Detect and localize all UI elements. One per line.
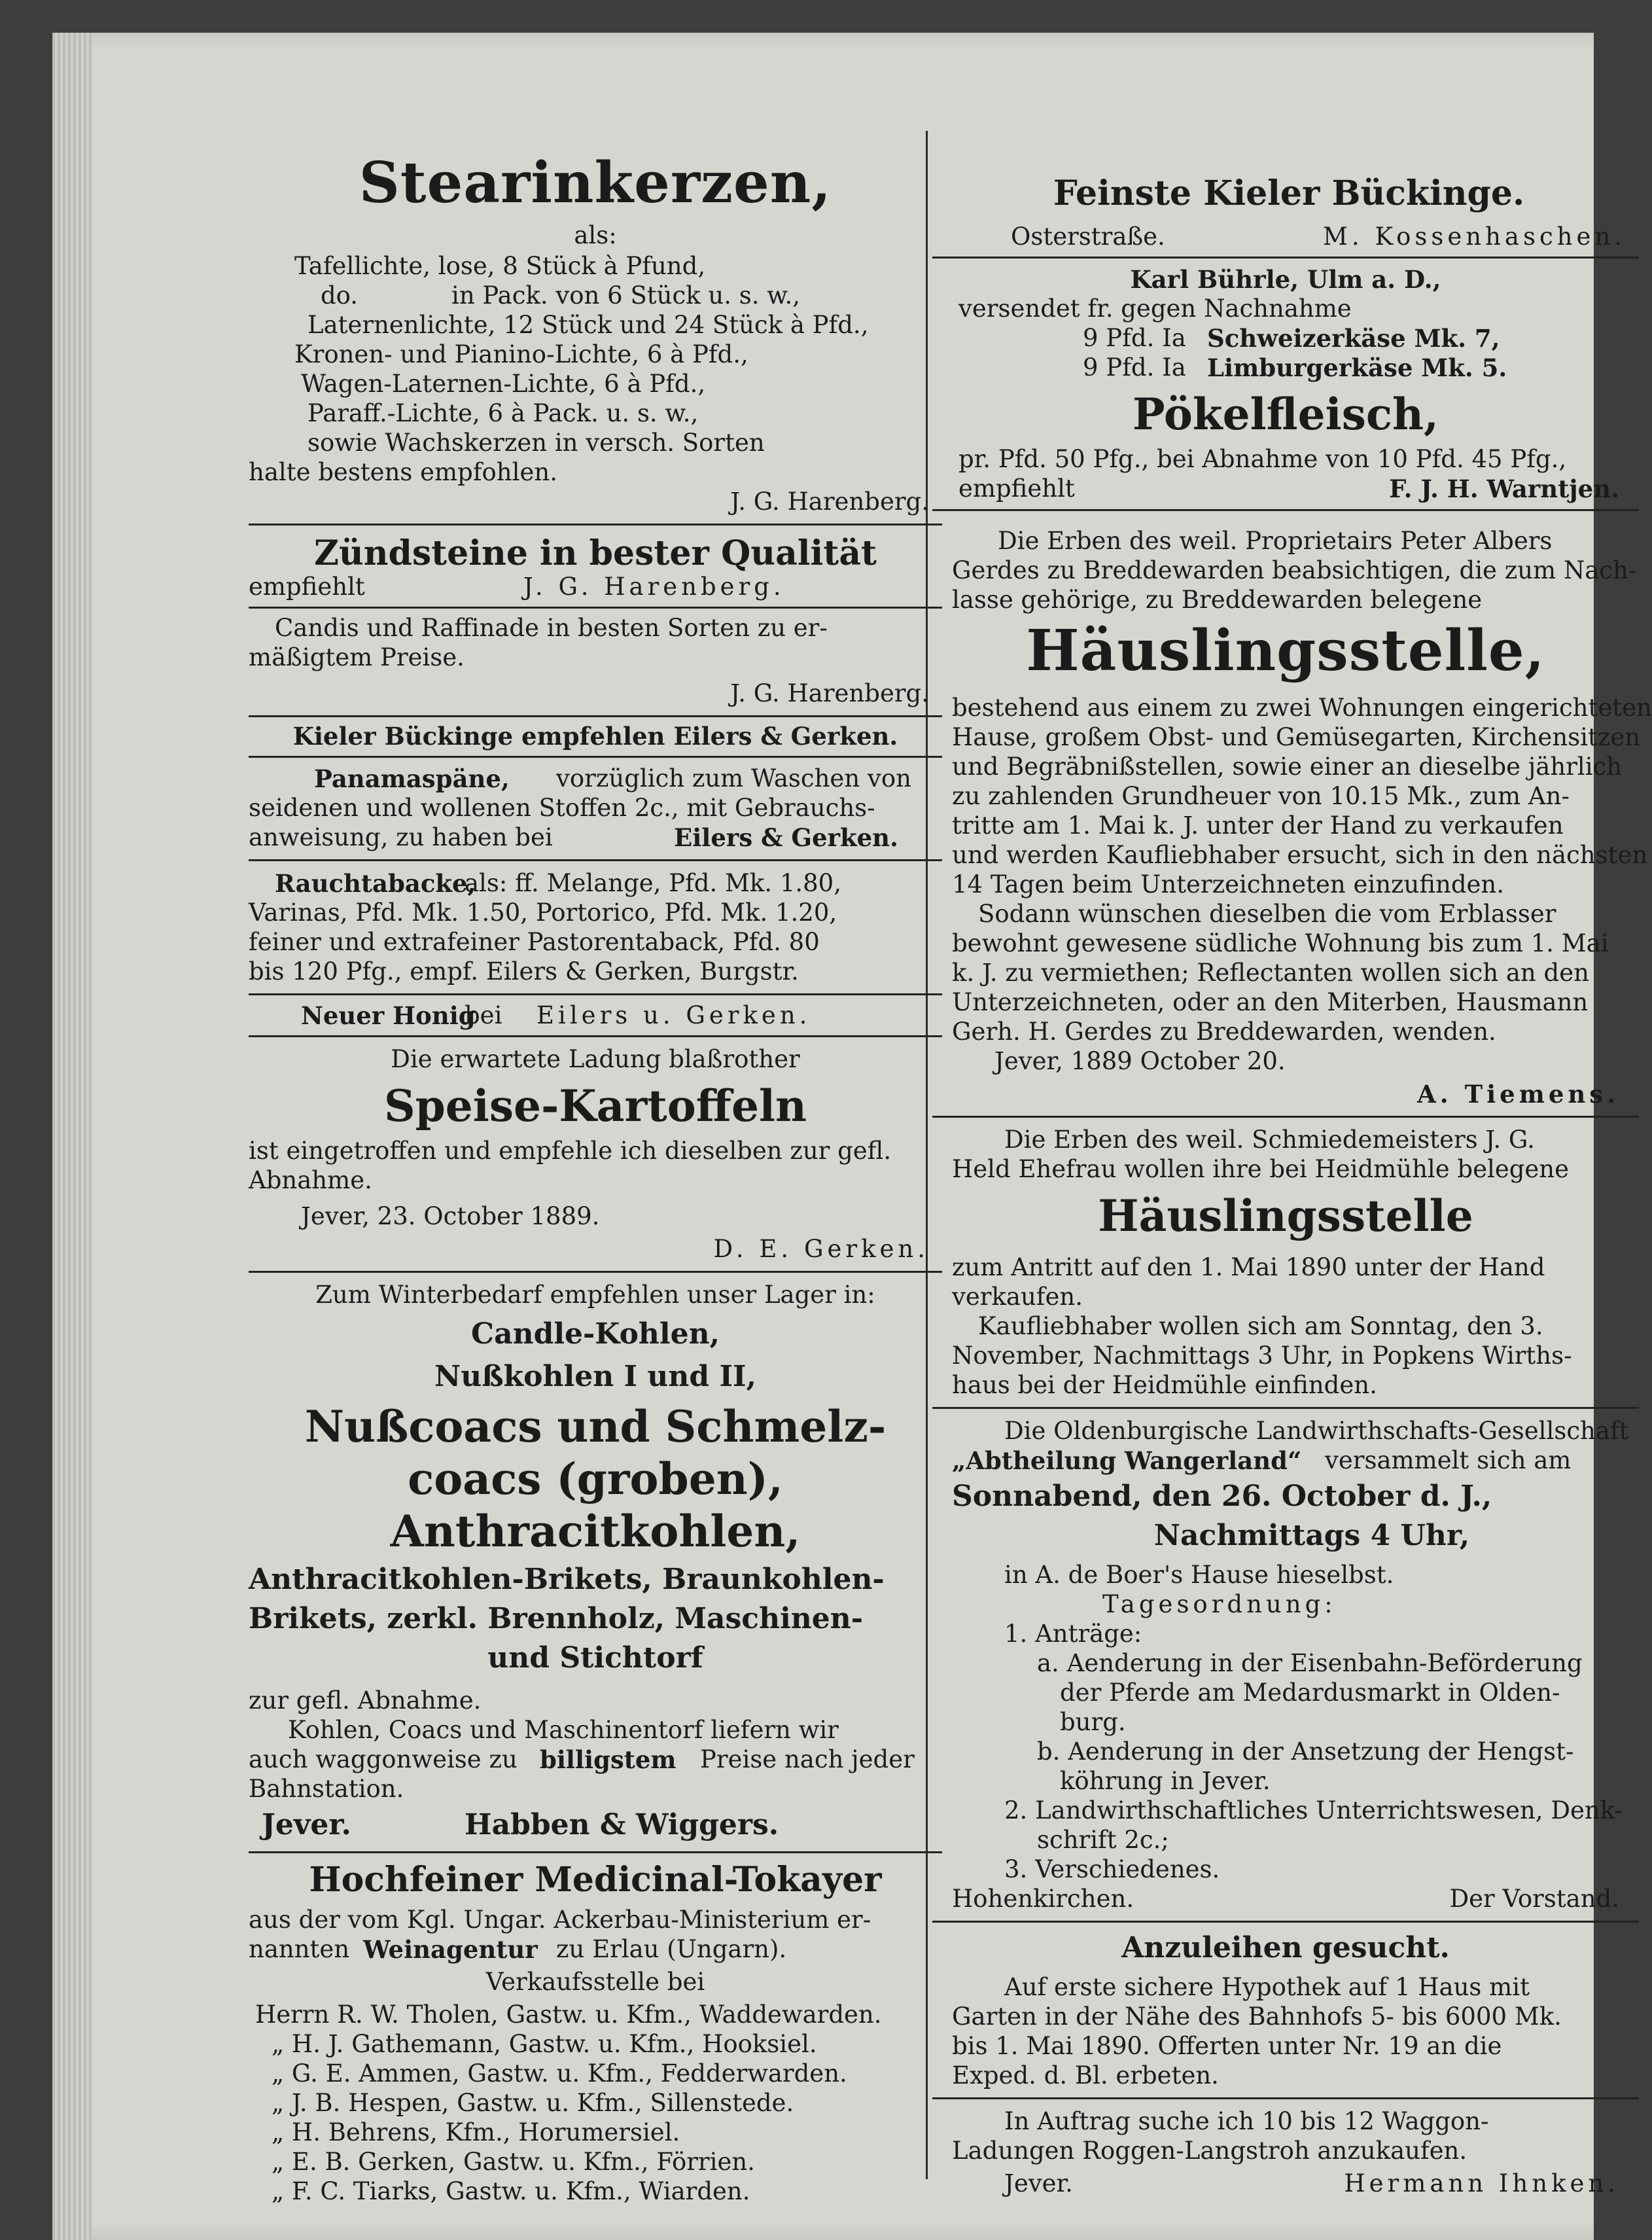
ad-text: „Abtheilung Wangerland“: [952, 1446, 1302, 1475]
list-item: „ G. E. Ammen, Gastw. u. Kfm., Fedderwarden.: [272, 2059, 847, 2088]
separator: [249, 859, 942, 861]
ad-text: burg.: [1060, 1708, 1126, 1736]
ad-text: b. Aenderung in der Ansetzung der Hengst-: [1037, 1737, 1574, 1766]
ad-title: Häuslingsstelle,: [1026, 618, 1545, 684]
ad-text: versammelt sich am: [1325, 1446, 1572, 1474]
ad-text: bestehend aus einem zu zwei Wohnungen eingerichteten: [952, 694, 1652, 722]
ad-signature: D. E. Gerken.: [713, 1235, 929, 1263]
ad-text: Kohlen, Coacs und Maschinentorf liefern wir: [288, 1716, 839, 1744]
ad-text: Exped. d. Bl. erbeten.: [952, 2061, 1219, 2089]
ad-text: halte bestens empfohlen.: [249, 458, 557, 486]
ad-title: Sonnabend, den 26. October d. J.,: [952, 1480, 1492, 1513]
ad-signature: Habben & Wiggers.: [465, 1808, 779, 1841]
ad-text: Gerdes zu Breddewarden beabsichtigen, die zum Nach-: [952, 556, 1637, 584]
ad-text: versendet fr. gegen Nachnahme: [958, 294, 1352, 323]
ad-text: billigstem: [540, 1745, 677, 1774]
ad-title: Stearinkerzen,: [359, 150, 832, 216]
ad-text: der Pferde am Medardusmarkt in Olden-: [1060, 1679, 1560, 1707]
ad-text: Laternenlichte, 12 Stück und 24 Stück à Pfd.,: [308, 311, 869, 339]
ad-text: 9 Pfd. Ia: [1083, 324, 1186, 352]
ad-text: Garten in der Nähe des Bahnhofs 5- bis 6000 Mk.: [952, 2002, 1562, 2031]
ad-text: Zum Winterbedarf empfehlen unser Lager in:: [315, 1281, 875, 1309]
ad-text: empfiehlt: [958, 474, 1075, 503]
ad-text: Die erwartete Ladung blaßrother: [391, 1045, 800, 1073]
ad-text: Paraff.-Lichte, 6 à Pack. u. s. w.,: [308, 399, 699, 427]
ad-title: Pökelfleisch,: [1132, 389, 1439, 440]
ad-text: in Pack. von 6 Stück u. s. w.,: [451, 281, 801, 310]
ad-text: Preise nach jeder: [700, 1745, 915, 1773]
ad-title: Feinste Kieler Bückinge.: [1053, 173, 1525, 213]
ad-title: Nußcoacs und Schmelz-: [304, 1401, 887, 1452]
ad-text: Gerh. H. Gerdes zu Breddewarden, wenden.: [952, 1018, 1496, 1046]
ad-text: bewohnt gewesene südliche Wohnung bis zum 1. Mai: [952, 929, 1609, 957]
ad-text: Schweizerkäse Mk. 7,: [1207, 324, 1500, 353]
separator: [932, 1116, 1639, 1118]
ad-text: Wagen-Laternen-Lichte, 6 à Pfd.,: [301, 370, 706, 398]
ad-text: In Auftrag suche ich 10 bis 12 Waggon-: [1004, 2107, 1489, 2135]
ad-text: haus bei der Heidmühle einfinden.: [952, 1371, 1377, 1399]
ad-text: Jever, 23. October 1889.: [301, 1202, 600, 1230]
ad-text: zum Antritt auf den 1. Mai 1890 unter der Hand: [952, 1253, 1545, 1281]
ad-title: Zündsteine in bester Qualität: [313, 533, 877, 573]
ad-text: Kaufliebhaber wollen sich am Sonntag, den 3.: [978, 1312, 1543, 1340]
ad-text: und Stichtorf: [487, 1641, 703, 1675]
ad-text: Verkaufsstelle bei: [485, 1968, 705, 1996]
ad-text: zur gefl. Abnahme.: [249, 1686, 482, 1715]
ad-text: in A. de Boer's Hause hieselbst.: [1004, 1561, 1394, 1589]
separator: [932, 1407, 1639, 1409]
ad-text: 2. Landwirthschaftliches Unterrichtswesen, Denk-: [1004, 1796, 1623, 1824]
ad-text: Rauchtabacke,: [275, 869, 476, 898]
ad-signature: Eilers u. Gerken.: [536, 1001, 811, 1029]
ad-text: a. Aenderung in der Eisenbahn-Beförderung: [1037, 1649, 1583, 1677]
separator: [932, 1921, 1639, 1923]
ad-text: Limburgerkäse Mk. 5.: [1207, 353, 1507, 382]
ad-text: als: ff. Melange, Pfd. Mk. 1.80,: [465, 869, 841, 897]
ad-text: sowie Wachskerzen in versch. Sorten: [308, 429, 765, 457]
separator: [249, 524, 942, 525]
ad-text: als:: [574, 221, 617, 249]
ad-text: Die Erben des weil. Schmiedemeisters J. G.: [1004, 1126, 1535, 1154]
ad-text: feiner und extrafeiner Pastorentaback, Pfd. 80: [249, 928, 820, 956]
ad-signature: F. J. H. Warntjen.: [1389, 474, 1619, 503]
ad-title: coacs (groben),: [408, 1453, 783, 1504]
separator: [249, 715, 942, 717]
ad-text: und Begräbnißstellen, sowie einer an dieselbe jährlich: [952, 753, 1623, 781]
list-item: „ H. Behrens, Kfm., Horumersiel.: [272, 2118, 680, 2146]
ad-text: November, Nachmittags 3 Uhr, in Popkens Wirths-: [952, 1342, 1572, 1370]
ad-text: tritte am 1. Mai k. J. unter der Hand zu verkaufen: [952, 811, 1564, 840]
ad-text: Tagesordnung:: [1102, 1590, 1337, 1618]
ad-text: Neuer Honig: [301, 1001, 476, 1030]
ad-text: Unterzeichneten, oder an den Miterben, Hausmann: [952, 988, 1589, 1016]
ad-text: und werden Kaufliebhaber ersucht, sich in den nächsten: [952, 841, 1648, 869]
separator: [249, 1035, 942, 1037]
ad-text: 14 Tagen beim Unterzeichneten einzufinden.: [952, 870, 1505, 898]
ad-text: Sodann wünschen dieselben die vom Erblasser: [978, 900, 1556, 928]
ad-title: Anthracitkohlen,: [390, 1506, 801, 1557]
ad-text: seidenen und wollenen Stoffen 2c., mit Gebrauchs-: [249, 794, 875, 822]
ad-text: Held Ehefrau wollen ihre bei Heidmühle belegene: [952, 1155, 1570, 1183]
ad-text: Die Oldenburgische Landwirthschafts-Gesellschaft: [1004, 1417, 1629, 1445]
ad-text: zu Erlau (Ungarn).: [556, 1935, 787, 1963]
ad-title: Häuslingsstelle: [1098, 1190, 1473, 1241]
list-item: „ F. C. Tiarks, Gastw. u. Kfm., Wiarden.: [272, 2177, 750, 2205]
ad-signature: Jever.: [262, 1808, 351, 1841]
ad-text: Abnahme.: [249, 1166, 372, 1194]
ad-text: 9 Pfd. Ia: [1083, 353, 1186, 382]
ad-title: Nachmittags 4 Uhr,: [1153, 1519, 1470, 1552]
ad-text: Anthracitkohlen-Brikets, Braunkohlen-: [249, 1563, 885, 1596]
ad-signature: Jever.: [1004, 2169, 1073, 2197]
ad-text: Varinas, Pfd. Mk. 1.50, Portorico, Pfd. Mk. 1.20,: [249, 898, 837, 927]
ad-text: mäßigtem Preise.: [249, 643, 465, 671]
separator: [932, 257, 1639, 258]
ad-text: ist eingetroffen und empfehle ich dieselben zur gefl.: [249, 1137, 892, 1165]
ad-title: Candle-Kohlen,: [471, 1317, 720, 1351]
separator: [249, 1271, 942, 1273]
ad-signature: Der Vorstand.: [1449, 1885, 1619, 1913]
ad-text: 1. Anträge:: [1004, 1620, 1142, 1648]
newspaper-page: [52, 33, 1652, 2240]
list-item: „ H. J. Gathemann, Gastw. u. Kfm., Hooksiel.: [272, 2030, 817, 2058]
ad-signature: Hermann Ihnken.: [1344, 2169, 1619, 2197]
separator: [249, 1851, 942, 1853]
ad-text: k. J. zu vermiethen; Reflectanten wollen sich an den: [952, 959, 1589, 987]
separator: [932, 509, 1639, 511]
ad-text: pr. Pfd. 50 Pfg., bei Abnahme von 10 Pfd. 45 Pfg.,: [958, 445, 1567, 473]
list-item: Herrn R. W. Tholen, Gastw. u. Kfm., Waddewarden.: [255, 2000, 882, 2029]
ad-text: aus der vom Kgl. Ungar. Ackerbau-Ministerium er-: [249, 1906, 871, 1934]
ad-text: bei: [465, 1001, 502, 1029]
ad-text: verkaufen.: [952, 1283, 1083, 1311]
ad-text: anweisung, zu haben bei: [249, 823, 553, 851]
ad-text: empfiehlt: [249, 573, 365, 601]
ad-title: Nußkohlen I und II,: [434, 1360, 756, 1393]
ad-signature: J. G. Harenberg.: [730, 679, 929, 707]
ad-text: Hause, großem Obst- und Gemüsegarten, Kirchensitzen: [952, 723, 1641, 751]
ad-text: Candis und Raffinade in besten Sorten zu er-: [275, 614, 828, 642]
ad-text: Kieler Bückinge empfehlen Eilers & Gerken.: [292, 722, 898, 751]
page-stack-edge: [52, 33, 92, 2240]
ad-text: auch waggonweise zu: [249, 1745, 518, 1773]
ad-signature: Hohenkirchen.: [952, 1885, 1134, 1913]
ad-signature: A. Tiemens.: [1417, 1080, 1619, 1109]
separator: [932, 2097, 1639, 2099]
ad-text: Auf erste sichere Hypothek auf 1 Haus mit: [1004, 1973, 1530, 2001]
ad-text: nannten: [249, 1935, 350, 1963]
ad-text: Bahnstation.: [249, 1775, 404, 1803]
separator: [249, 607, 942, 609]
ad-text: Panamaspäne,: [314, 764, 510, 793]
ad-signature: J. G. Harenberg.: [523, 573, 785, 601]
ad-text: zu zahlenden Grundheuer von 10.15 Mk., zum An-: [952, 782, 1570, 810]
ad-text: lasse gehörige, zu Breddewarden belegene: [952, 586, 1483, 614]
ad-text: bis 120 Pfg., empf. Eilers & Gerken, Burgstr.: [249, 957, 799, 986]
ad-text: Brikets, zerkl. Brennholz, Maschinen-: [249, 1602, 864, 1635]
ad-text: Weinagentur: [363, 1935, 538, 1964]
ad-text: Kronen- und Pianino-Lichte, 6 à Pfd.,: [294, 340, 748, 368]
ad-title: Anzuleihen gesucht.: [1121, 1931, 1450, 1964]
ad-signature: M. Kossenhaschen.: [1323, 222, 1626, 251]
ad-text: do.: [321, 281, 359, 310]
list-item: „ J. B. Hespen, Gastw. u. Kfm., Sillenstede.: [272, 2089, 794, 2117]
ad-signature: J. G. Harenberg.: [730, 488, 929, 516]
ad-text: Eilers & Gerken.: [674, 823, 898, 852]
ad-text: Karl Bührle, Ulm a. D.,: [1130, 265, 1441, 294]
separator: [249, 993, 942, 995]
ad-title: Hochfeiner Medicinal-Tokayer: [309, 1860, 882, 1900]
ad-text: vorzüglich zum Waschen von: [556, 764, 911, 792]
separator: [249, 756, 942, 758]
list-item: „ E. B. Gerken, Gastw. u. Kfm., Förrien.: [272, 2148, 755, 2176]
ad-text: köhrung in Jever.: [1060, 1767, 1271, 1795]
ad-text: Osterstraße.: [1011, 222, 1165, 251]
ad-title: Speise-Kartoffeln: [383, 1080, 807, 1131]
ad-text: Die Erben des weil. Proprietairs Peter Albers: [998, 527, 1553, 555]
ad-text: bis 1. Mai 1890. Offerten unter Nr. 19 an die: [952, 2032, 1502, 2060]
ad-text: Tafellichte, lose, 8 Stück à Pfund,: [294, 252, 706, 280]
ad-text: schrift 2c.;: [1037, 1826, 1169, 1854]
ad-text: 3. Verschiedenes.: [1004, 1855, 1220, 1883]
ad-text: Jever, 1889 October 20.: [994, 1047, 1286, 1075]
ad-text: Ladungen Roggen-Langstroh anzukaufen.: [952, 2137, 1467, 2165]
